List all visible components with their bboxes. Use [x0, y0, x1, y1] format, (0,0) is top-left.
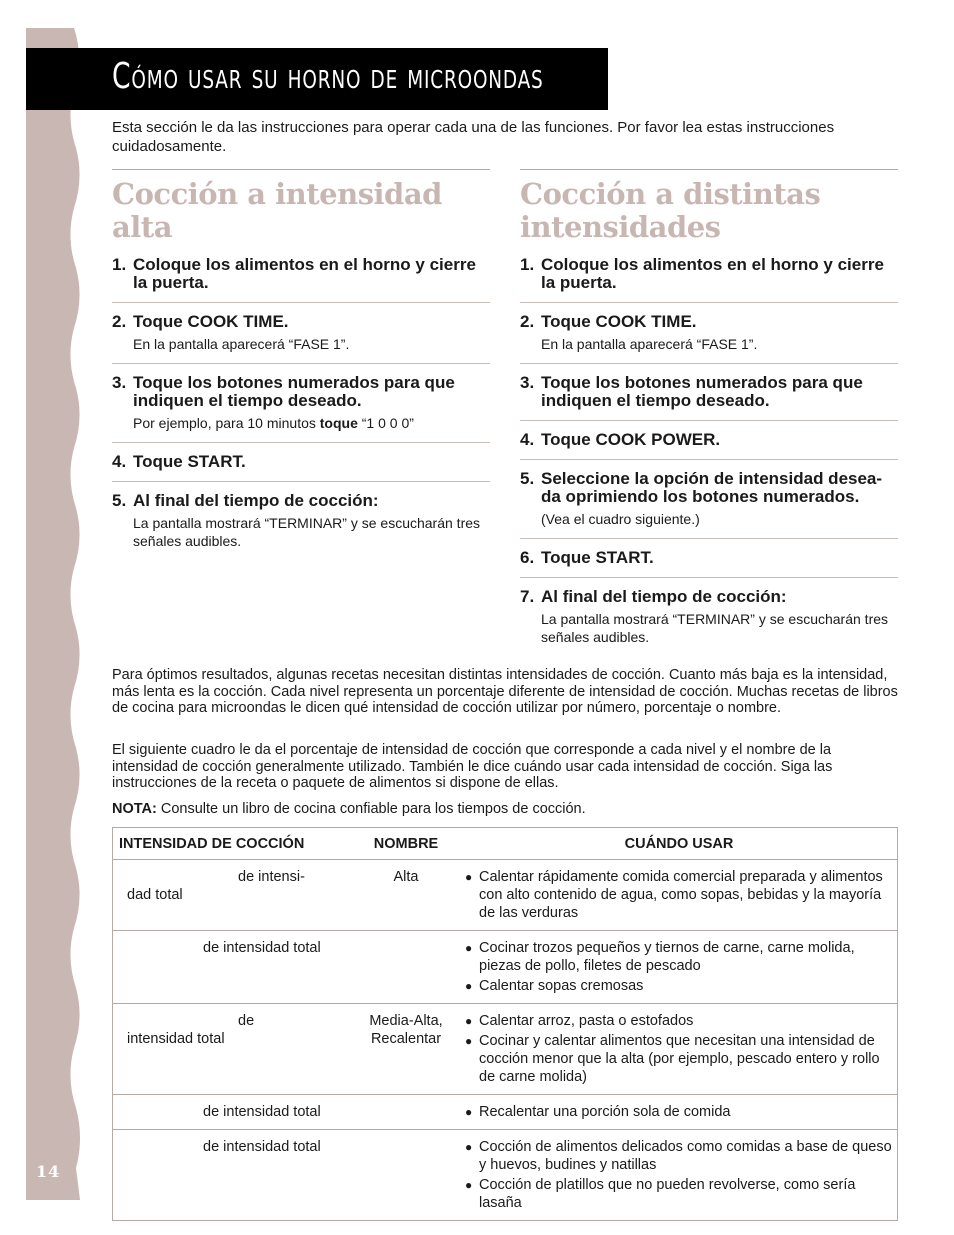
bullet-dot-icon: ●	[465, 870, 473, 884]
step-text: Seleccione la opción de intensidad desea- da oprimiendo los botones numerados.	[541, 469, 883, 506]
step-number: 5.	[520, 469, 535, 488]
step-number: 3.	[520, 373, 535, 392]
wavy-side-band	[26, 28, 82, 1200]
section-divider	[520, 169, 898, 170]
bullet-dot-icon: ●	[465, 1034, 473, 1048]
header-cell: INTENSIDAD DE COCCIÓN	[119, 836, 305, 852]
step-item	[520, 549, 898, 578]
page-title: Cómo usar su horno de microondas	[112, 56, 544, 97]
power-name	[361, 931, 451, 1003]
note-paragraph	[112, 801, 898, 818]
note-label: NOTA:	[112, 801, 157, 817]
step-item	[112, 256, 490, 303]
bullet-dot-icon: ●	[465, 941, 473, 955]
note-text: Consulte un libro de cocina confiable para los tiempos de cocción.	[156, 801, 586, 817]
step-note-bold: toque	[319, 415, 358, 431]
step-item	[520, 374, 898, 421]
intensity-cell	[113, 1004, 361, 1094]
intensity-cell	[113, 1095, 361, 1129]
bullet-text: Recalentar una porción sola de comida	[479, 1104, 731, 1120]
step-number: 3.	[112, 373, 127, 392]
intensity-text: intensidad total	[127, 1031, 225, 1047]
section-divider	[112, 169, 490, 170]
step-text: Coloque los alimentos en el horno y cierre la puerta.	[541, 255, 884, 292]
step-item	[520, 313, 898, 364]
step-item	[112, 313, 490, 364]
power-name	[361, 1095, 451, 1129]
intensity-cell	[113, 931, 361, 1003]
bullet-dot-icon: ●	[465, 979, 473, 993]
step-note: En la pantalla aparecerá “FASE 1”.	[133, 336, 350, 352]
step-note: La pantalla mostrará “TERMINAR” y se escucharán tres señales audibles.	[541, 611, 889, 645]
bullet-item	[465, 977, 893, 995]
header-cell: NOMBRE	[373, 836, 439, 852]
step-text: Toque los botones numerados para que indiquen el tiempo deseado.	[541, 373, 863, 410]
bullet-item	[465, 939, 893, 975]
intensity-text: de intensidad total	[203, 940, 321, 956]
step-item	[520, 256, 898, 303]
step-text: Toque START.	[133, 452, 246, 471]
paragraph-intensity: Para óptimos resultados, algunas recetas necesitan distintas intensidades de cocción. Cuanto más baja es la intensidad, más lenta es la cocción. Cada nivel representa un porcentaje diferente de intensidad de cocción. Muchas recetas de libros de cocina para microondas le dicen qué intensidad de cocción utilizar por número, porcentaje o nombre.	[112, 667, 898, 716]
intensity-text: de	[238, 1013, 255, 1029]
intensity-text: de intensidad total	[203, 1139, 321, 1155]
bullet-item	[465, 1176, 893, 1212]
table-row	[113, 859, 897, 930]
bullet-text: Calentar rápidamente comida comercial preparada y alimentos con alto contenido de agua, como sopas, bebidas y la mayoría de las verduras	[479, 869, 883, 921]
bullet-item	[465, 1103, 893, 1121]
page-number: 14	[36, 1162, 61, 1181]
intensity-text: de intensi-	[238, 869, 305, 885]
usage-cell	[451, 1095, 897, 1129]
bullet-text: Calentar sopas cremosas	[479, 978, 644, 994]
intro-text: Esta sección le da las instrucciones para operar cada una de las funciones. Por favor lea estas instrucciones cuidadosamente.	[112, 119, 835, 155]
bullet-text: Cocinar y calentar alimentos que necesitan una intensidad de cocción menor que la alta (por ejemplo, pescado entero y rollo de carne molida)	[479, 1033, 880, 1085]
step-text: Toque los botones numerados para que indiquen el tiempo deseado.	[133, 373, 455, 410]
power-name: Alta	[393, 869, 419, 885]
step-item	[112, 492, 490, 560]
step-number: 2.	[520, 312, 535, 331]
table-row	[113, 930, 897, 1003]
header-cell: CUÁNDO USAR	[624, 836, 734, 852]
step-item	[112, 374, 490, 443]
usage-cell	[451, 860, 897, 930]
step-text: Toque COOK POWER.	[541, 430, 721, 449]
usage-cell	[451, 1004, 897, 1094]
power-name: Media-Alta, Recalentar	[369, 1013, 443, 1047]
bullet-text: Cocinar trozos pequeños y tiernos de carne, carne molida, piezas de pollo, filetes de pescado	[479, 940, 855, 974]
bullet-item	[465, 1032, 893, 1086]
bullet-item	[465, 868, 893, 922]
step-item	[112, 453, 490, 482]
intensity-cell	[113, 1130, 361, 1220]
section-title: Cocción a intensidad alta	[112, 177, 442, 244]
intensity-text: dad total	[127, 887, 183, 903]
table-header-row	[113, 828, 897, 859]
step-item	[520, 470, 898, 539]
step-number: 5.	[112, 491, 127, 510]
step-item	[520, 431, 898, 460]
step-number: 6.	[520, 548, 535, 567]
intensity-cell	[113, 860, 361, 924]
bullet-text: Cocción de platillos que no pueden revolverse, como sería lasaña	[479, 1177, 856, 1211]
bullet-item	[465, 1012, 893, 1030]
table-row	[113, 1094, 897, 1129]
table-row	[113, 1003, 897, 1094]
bullet-dot-icon: ●	[465, 1014, 473, 1028]
step-text: Toque COOK TIME.	[133, 312, 289, 331]
bullet-dot-icon: ●	[465, 1105, 473, 1119]
section-title: Cocción a distintas intensidades	[520, 177, 821, 244]
bullet-text: Cocción de alimentos delicados como comidas a base de queso y huevos, budines y natillas	[479, 1139, 892, 1173]
intensity-text: de intensidad total	[203, 1104, 321, 1120]
usage-cell	[451, 1130, 897, 1220]
step-text: Coloque los alimentos en el horno y cierre la puerta.	[133, 255, 476, 292]
power-name	[361, 1130, 451, 1220]
step-note	[133, 414, 490, 432]
power-level-table	[112, 827, 898, 1221]
step-text: Al final del tiempo de cocción:	[541, 587, 787, 606]
step-text: Toque START.	[541, 548, 654, 567]
bullet-text: Calentar arroz, pasta o estofados	[479, 1013, 694, 1029]
step-number: 4.	[112, 452, 127, 471]
step-note: En la pantalla aparecerá “FASE 1”.	[541, 336, 758, 352]
step-number: 1.	[112, 255, 127, 274]
usage-cell	[451, 931, 897, 1003]
step-text: Al final del tiempo de cocción:	[133, 491, 379, 510]
step-number: 2.	[112, 312, 127, 331]
step-number: 4.	[520, 430, 535, 449]
step-note: La pantalla mostrará “TERMINAR” y se escucharán tres señales audibles.	[133, 515, 481, 549]
step-number: 7.	[520, 587, 535, 606]
table-row	[113, 1129, 897, 1220]
variable-power-section	[520, 169, 898, 666]
bullet-dot-icon: ●	[465, 1140, 473, 1154]
bullet-item	[465, 1138, 893, 1174]
bullet-dot-icon: ●	[465, 1178, 473, 1192]
step-note: (Vea el cuadro siguiente.)	[541, 511, 700, 527]
high-power-section	[112, 169, 490, 570]
paragraph-chart: El siguiente cuadro le da el porcentaje de intensidad de cocción que corresponde a cada nivel y el nombre de la intensidad de cocción generalmente utilizado. También le dice cuándo usar cada intensidad de cocción. Siga las instrucciones de la receta o paquete de alimentos si dispone de ellas.	[112, 742, 833, 791]
step-number: 1.	[520, 255, 535, 274]
step-note-suffix: “1 0 0 0”	[357, 415, 414, 431]
step-note-prefix: Por ejemplo, para 10 minutos	[133, 415, 320, 431]
step-item	[520, 588, 898, 656]
step-text: Toque COOK TIME.	[541, 312, 697, 331]
